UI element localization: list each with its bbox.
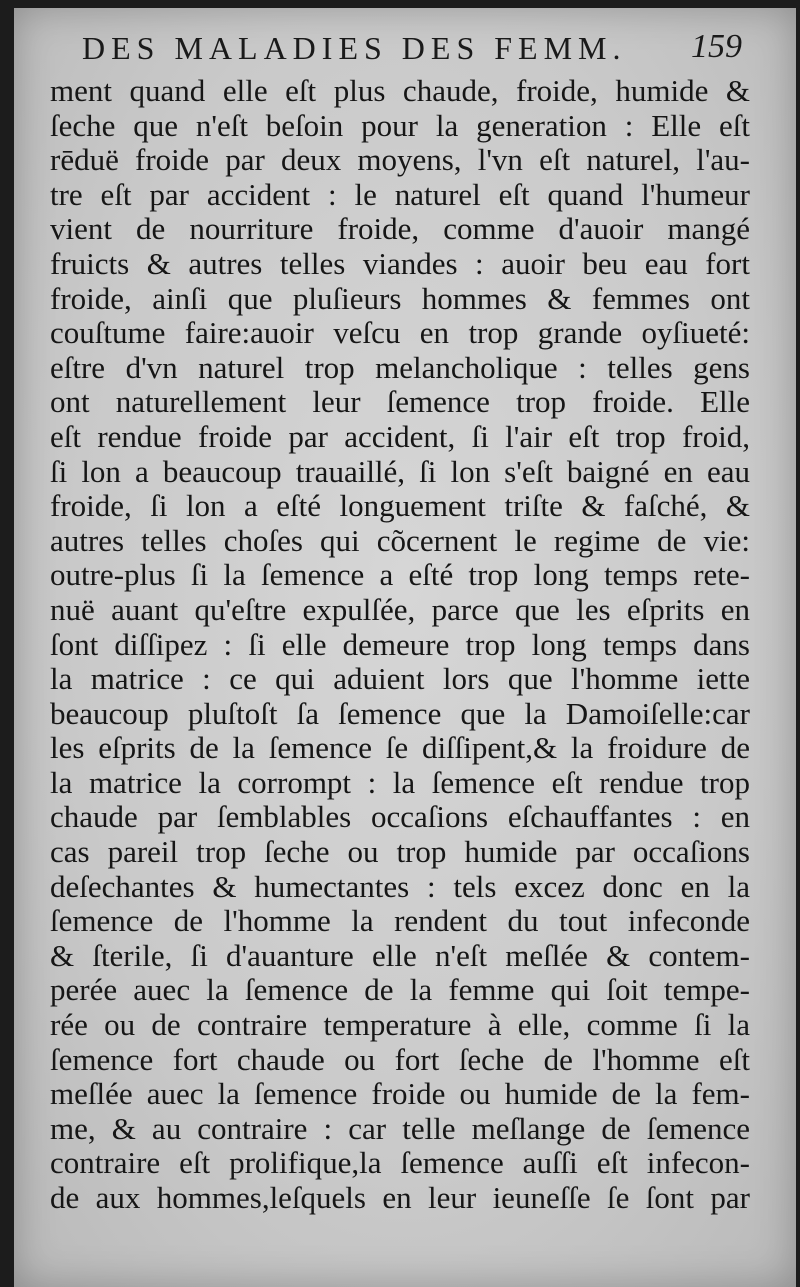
text-line: ſemence fort chaude ou fort ſeche de l'homme eſt (50, 1041, 750, 1077)
text-line: la matrice : ce qui aduient lors que l'homme iette (50, 661, 750, 697)
text-line: rēduë froide par deux moyens, l'vn eſt naturel, l'au- (50, 142, 750, 178)
text-line: ſeche que n'eſt beſoin pour la generation : Elle eſt (50, 107, 750, 143)
text-line: les eſprits de la ſemence ſe diſſipent,& la froidure de (50, 730, 750, 766)
text-line: perée auec la ſemence de la femme qui ſoit tempe- (50, 972, 750, 1008)
text-line: me, & au contraire : car telle meſlange de ſemence (50, 1110, 750, 1146)
text-line: ſemence de l'homme la rendent du tout infeconde (50, 903, 750, 939)
text-line: froide, ſi lon a eſté longuement triſte & faſché, & (50, 488, 750, 524)
text-line: ſont diſſipez : ſi elle demeure trop long temps dans (50, 626, 750, 662)
text-line: ont naturellement leur ſemence trop froide. Elle (50, 384, 750, 420)
text-line: autres telles choſes qui cõcernent le regime de vie: (50, 522, 750, 558)
text-line: deſechantes & humectantes : tels excez donc en la (50, 868, 750, 904)
text-line: contraire eſt prolifique,la ſemence auſſi eſt infecon- (50, 1145, 750, 1181)
text-line: nuë auant qu'eſtre expulſée, parce que les eſprits en (50, 591, 750, 627)
text-line: de aux hommes,leſquels en leur ieuneſſe ſe ſont par (50, 1180, 750, 1215)
text-line: & ſterile, ſi d'auanture elle n'eſt meſlée & contem- (50, 937, 750, 973)
text-line: outre-plus ſi la ſemence a eſté trop long temps rete- (50, 557, 750, 593)
text-line: eſtre d'vn naturel trop melancholique : telles gens (50, 349, 750, 385)
text-line: froide, ainſi que pluſieurs hommes & femmes ont (50, 280, 750, 316)
text-line: rée ou de contraire temperature à elle, comme ſi la (50, 1007, 750, 1043)
text-line: tre eſt par accident : le naturel eſt quand l'humeur (50, 176, 750, 212)
text-line: la matrice la corrompt : la ſemence eſt rendue trop (50, 764, 750, 800)
text-line: ſi lon a beaucoup trauaillé, ſi lon s'eſt baigné en eau (50, 453, 750, 489)
text-line: beaucoup pluſtoſt ſa ſemence que la Damoiſelle:car (50, 695, 750, 731)
text-line: ment quand elle eſt plus chaude, froide, humide & (50, 73, 750, 108)
body-text (50, 74, 750, 1216)
text-line: fruicts & autres telles viandes : auoir beu eau fort (50, 245, 750, 281)
text-line: couſtume faire:auoir veſcu en trop grande oyſiueté: (50, 315, 750, 351)
text-line: meſlée auec la ſemence froide ou humide de la fem- (50, 1076, 750, 1112)
text-line: chaude par ſemblables occaſions eſchauffantes : en (50, 799, 750, 835)
running-title: DES MALADIES DES FEMM. (82, 30, 627, 66)
text-line: eſt rendue froide par accident, ſi l'air eſt trop froid, (50, 418, 750, 454)
text-line: cas pareil trop ſeche ou trop humide par occaſions (50, 834, 750, 870)
page-number: 159 (691, 28, 742, 65)
running-head (82, 30, 742, 70)
book-page (14, 8, 796, 1287)
text-line: vient de nourriture froide, comme d'auoir mangé (50, 211, 750, 247)
